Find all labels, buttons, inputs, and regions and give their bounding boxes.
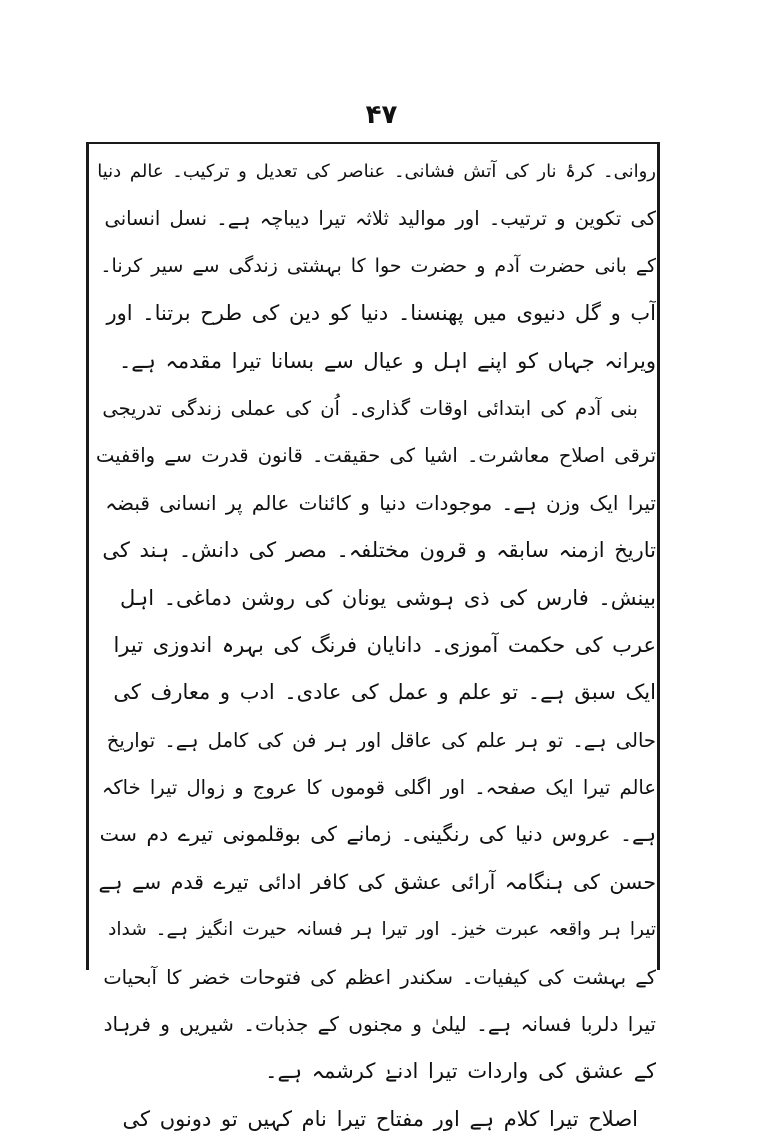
text-line: عالم تیرا ایک صفحہ۔ اور اگلی قوموں کا عروج و زوال تیرا خاکہ: [101, 776, 656, 800]
text-line: تیرا ہر واقعہ عبرت خیز۔ اور تیرا ہر فسانہ حیرت انگیز ہے۔ شداد: [108, 919, 656, 941]
text-line: کے بہشت کی کیفیات۔ سکندر اعظم کی فتوحات خضر کا آبحیات: [103, 965, 656, 989]
text-body: [96, 148, 656, 1143]
text-line: تیرا ایک وزن ہے۔ موجودات دنیا و کائنات عالم پر انسانی قبضہ: [105, 490, 656, 515]
text-line: عرب کی حکمت آموزی۔ دانایان فرنگ کی بہرہ اندوزی تیرا: [113, 632, 656, 657]
text-line: اصلاح تیرا کلام ہے اور مفتاح تیرا نام کہیں تو دونوں کی: [122, 1106, 638, 1131]
page-number: ۴۷: [365, 100, 398, 130]
text-line: کے عشق کی واردات تیرا ادنےٰ کرشمہ ہے۔: [265, 1059, 656, 1084]
text-line: روانی۔ کرۂ نار کی آتش فشانی۔ عناصر کی تعدیل و ترکیب۔ عالم دنیا: [97, 161, 656, 182]
text-line: بنی آدم کی ابتدائی اوقات گذاری۔ اُن کی عملی زندگی تدریجی: [102, 396, 638, 420]
text-line: ویرانہ جہاں کو اپنے اہل و عیال سے بسانا تیرا مقدمہ ہے۔: [118, 348, 656, 373]
text-line: ایک سبق ہے۔ تو علم و عمل کی عادی۔ ادب و معارف کی: [113, 680, 656, 705]
text-line: آب و گل دنیوی میں پھنسنا۔ دنیا کو دین کی طرح برتنا۔ اور: [106, 301, 656, 326]
text-line: کے بانی حضرت آدم و حضرت حوا کا بہشتی زندگی سے سیر کرنا۔: [100, 254, 656, 277]
text-line: حالی ہے۔ تو ہر علم کی عاقل اور ہر فن کی کامل ہے۔ تواریخ: [106, 728, 656, 752]
text-line: تاریخ ازمنہ سابقہ و قرون مختلفہ۔ مصر کی دانش۔ ہند کی: [102, 538, 656, 563]
text-line: حسن کی ہنگامہ آرائی عشق کی کافر ادائی تیرے قدم سے ہے: [98, 869, 656, 894]
text-line: کی تکوین و ترتیب۔ اور موالید ثلاثہ تیرا دیباچہ ہے۔ نسل انسانی: [104, 207, 656, 231]
text-line: ترقی اصلاح معاشرت۔ اشیا کی حقیقت۔ قانون قدرت سے واقفیت: [96, 444, 656, 468]
text-line: تیرا دلربا فسانہ ہے۔ لیلیٰ و مجنوں کے جذبات۔ شیریں و فرہاد: [103, 1012, 656, 1037]
text-line: ہے۔ عروس دنیا کی رنگینی۔ زمانے کی بوقلمونی تیرے دم ست: [99, 822, 656, 847]
text-line: بینش۔ فارس کی ذی ہوشی یونان کی روشن دماغی۔ اہل: [120, 585, 656, 610]
